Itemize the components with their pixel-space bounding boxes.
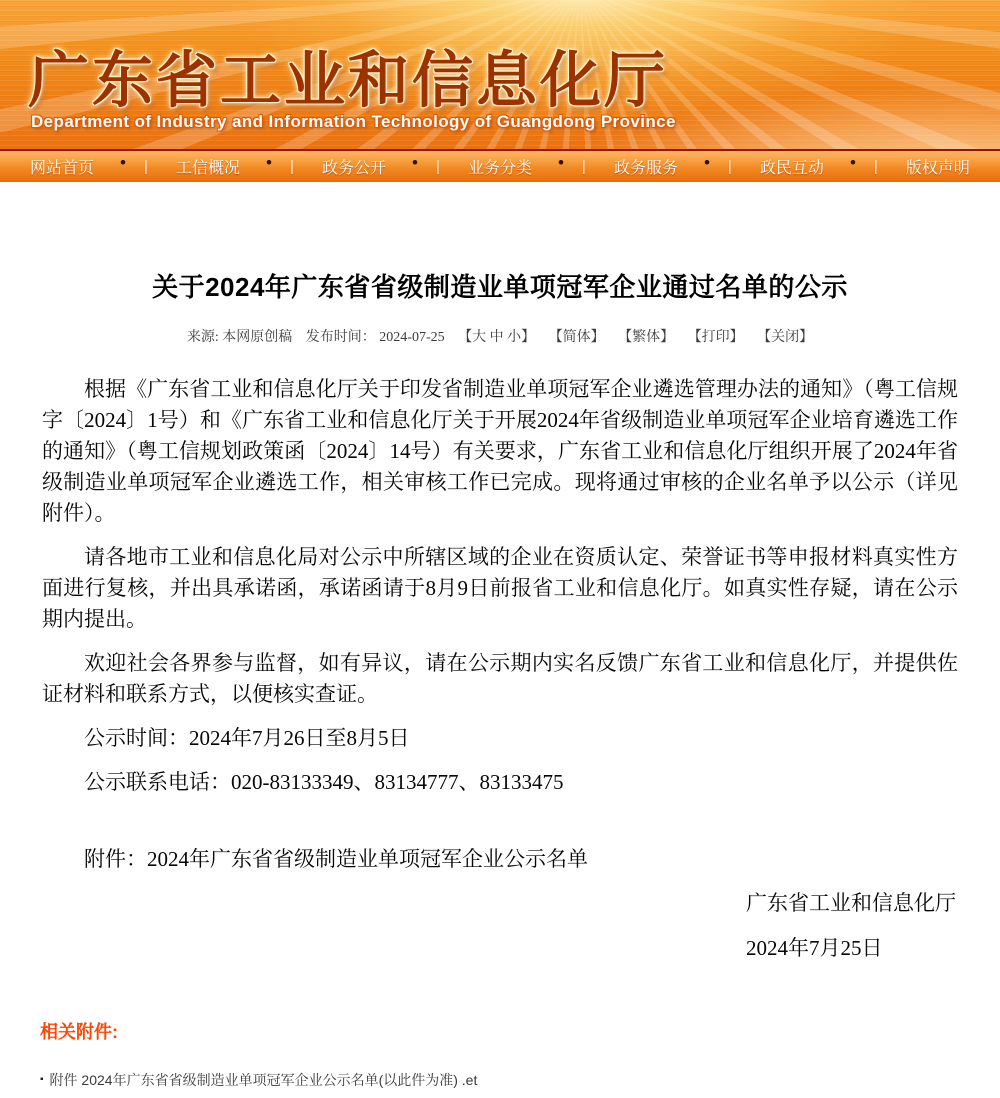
print-button[interactable]: 【打印】	[687, 330, 744, 345]
nav-item-gov-services[interactable]: 政务服务	[613, 160, 678, 177]
paragraph-basis: 根据《广东省工业和信息化厅关于印发省制造业单项冠军企业遴选管理办法的通知》（粤工信规字〔2024〕1号）和《广东省工业和信息化厅关于开展2024年省级制造业单项冠军企业培育遴选工作的通知》（粤工信规划政策函〔2024〕14号）有关要求，广东省工业和信息化厅组织开展了2024年省级制造业单项冠军企业遴选工作，相关审核工作已完成。现将通过审核的企业名单予以公示（详见附件）。	[42, 377, 958, 525]
article-body	[42, 374, 958, 964]
nav-divider: |	[143, 158, 148, 175]
nav-divider: |	[727, 158, 732, 175]
article	[0, 267, 1000, 964]
nav-item-gov-disclosure[interactable]: 政务公开	[321, 160, 386, 177]
meta-publish-time: 发布时间： 2024-07-25	[305, 330, 445, 345]
attachment-reference: 附件：2024年广东省省级制造业单项冠军企业公示名单	[84, 847, 588, 871]
publicity-period: 公示时间：2024年7月26日至8月5日	[84, 726, 410, 750]
nav-bullet-icon: •	[557, 153, 564, 172]
signer-name: 广东省工业和信息化厅	[746, 891, 956, 915]
site-title-en: Department of Industry and Information Technology of Guangdong Province	[31, 112, 676, 131]
nav-group	[760, 155, 878, 178]
nav-item-public-interaction[interactable]: 政民互动	[759, 160, 824, 177]
nav-group	[30, 155, 148, 178]
nav-divider: |	[581, 158, 586, 175]
nav-group	[906, 155, 970, 178]
contact-phones: 公示联系电话：020-83133349、83134777、83133475	[84, 770, 564, 794]
paragraph-review-request: 请各地市工业和信息化局对公示中所辖区域的企业在资质认定、荣誉证书等申报材料真实性方面进行复核，并出具承诺函，承诺函请于8月9日前报省工业和信息化厅。如真实性存疑，请在公示期内提出。	[42, 545, 958, 631]
meta-source: 来源: 本网原创稿	[186, 330, 293, 345]
nav-bullet-icon: •	[266, 153, 272, 172]
nav-bullet-icon: •	[703, 153, 710, 172]
close-button[interactable]: 【关闭】	[757, 330, 814, 345]
attachment-download-link[interactable]: 附件 2024年广东省省级制造业单项冠军企业公示名单(以此件为准) .et	[49, 1072, 478, 1088]
nav-item-business-categories[interactable]: 业务分类	[467, 160, 532, 177]
main-nav	[0, 149, 1000, 182]
nav-divider: |	[289, 158, 294, 175]
square-bullet-icon: ▪	[40, 1073, 44, 1085]
nav-item-overview[interactable]: 工信概况	[175, 160, 240, 177]
sign-date: 2024年7月25日	[746, 936, 883, 960]
nav-divider: |	[435, 158, 440, 175]
nav-group	[468, 155, 586, 178]
related-attachments	[0, 1018, 1000, 1098]
nav-divider: |	[873, 158, 878, 175]
nav-item-home[interactable]: 网站首页	[30, 160, 95, 177]
nav-bullet-icon: •	[849, 153, 856, 172]
nav-bullet-icon: •	[120, 153, 126, 172]
simplified-chinese-button[interactable]: 【简体】	[548, 330, 605, 345]
nav-group	[614, 155, 732, 178]
article-title: 关于2024年广东省省级制造业单项冠军企业通过名单的公示	[152, 272, 848, 302]
article-meta	[42, 326, 958, 346]
nav-group	[176, 155, 294, 178]
paragraph-supervision: 欢迎社会各界参与监督，如有异议，请在公示期内实名反馈广东省工业和信息化厅，并提供佐证材料和联系方式，以便核实查证。	[42, 651, 958, 706]
traditional-chinese-button[interactable]: 【繁体】	[618, 330, 675, 345]
site-title-cn: 广东省工业和信息化厅	[28, 46, 669, 114]
font-size-control[interactable]: 【大 中 小】	[458, 330, 536, 345]
nav-bullet-icon: •	[411, 153, 418, 172]
signature-block	[42, 888, 958, 964]
nav-group	[322, 155, 440, 178]
site-banner	[0, 0, 1000, 149]
attachment-item	[40, 1070, 960, 1090]
nav-item-copyright[interactable]: 版权声明	[905, 160, 970, 177]
related-attachments-heading: 相关附件:	[40, 1022, 118, 1042]
